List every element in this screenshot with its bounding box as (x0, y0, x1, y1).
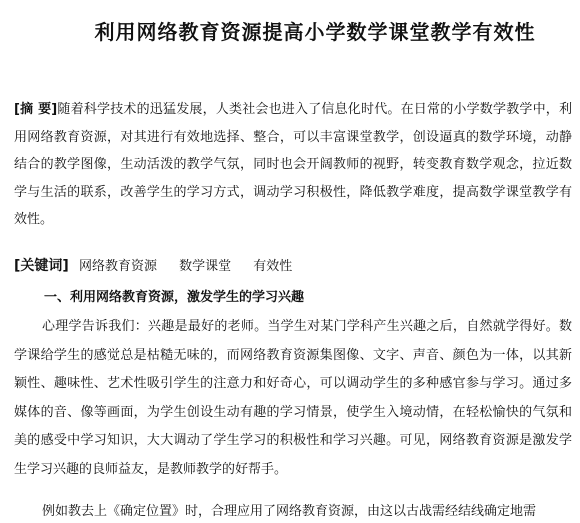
section-heading: 一、利用网络教育资源，激发学生的学习兴趣 (44, 290, 305, 305)
body-paragraph-cut-off: 例如教去上《确定位置》时，合理应用了网络教育资源，由这以古战需经结线确定地需 (42, 504, 537, 519)
document-title: 利用网络教育资源提高小学数学课堂教学有效性 (94, 20, 536, 44)
abstract-label: [摘 要] (14, 102, 58, 117)
keyword-item: 数学课堂 (179, 259, 232, 274)
body-paragraph: 心理学告诉我们：兴趣是最好的老师。当学生对某门学科产生兴趣之后，自然就学得好。数学课给学生的感觉总是枯糙无味的，而网络教育资源集图像、文字、声音、颜色为一体，以其新颖性、趣味性、艺术性吸引学生的注意力和好奇心，可以调动学生的多种感官参与学习。通过多媒体的音、像等画面，为学生创设生动有趣的学习情景，使学生入境动情，在轻松愉快的气氛和美的感受中学习知识，大大调动了学生学习的积极性和学习兴趣。可见，网络教育资源是激发学生学习兴趣的良师益友，是教师教学的好帮手。 (14, 319, 572, 477)
keywords-line (14, 253, 572, 280)
keyword-item: 有效性 (253, 259, 293, 274)
keywords-label: [关键词] (14, 258, 69, 274)
abstract-text: 随着科学技术的迅猛发展，人类社会也进入了信息化时代。在日常的小学数学教学中，利用网络教育资源，对其进行有效地选择、整合，可以丰富课堂教学，创设逼真的数学环境，动静结合的教学图像，生动活泼的教学气氛，同时也会开阔教师的视野，转变教育数学观念，拉近数学与生活的联系，改善学生的学习方式，调动学习积极性，降低教学难度，提高数学课堂教学有效性。 (14, 102, 572, 227)
abstract-paragraph (14, 96, 572, 234)
keyword-item: 网络教育资源 (78, 259, 157, 274)
